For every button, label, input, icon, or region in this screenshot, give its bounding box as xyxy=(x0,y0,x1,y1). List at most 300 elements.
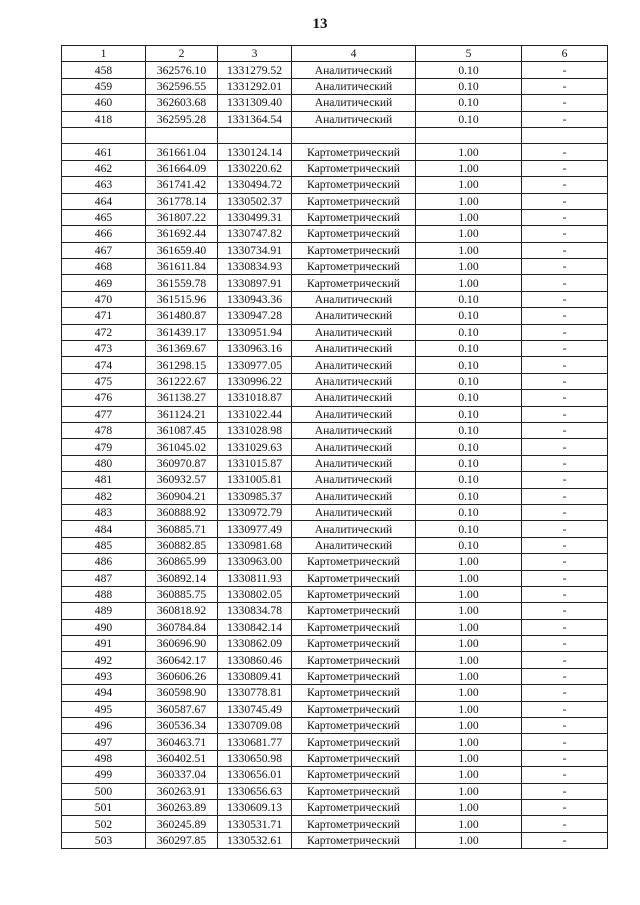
table-row xyxy=(62,455,608,471)
cell-accuracy: 1.00 xyxy=(416,685,522,701)
cell-accuracy: 0.10 xyxy=(416,504,522,520)
cell-x-coordinate xyxy=(146,127,218,143)
cell-y-coordinate: 1330811.93 xyxy=(218,570,292,586)
cell-y-coordinate: 1330650.98 xyxy=(218,750,292,766)
cell-accuracy: 0.10 xyxy=(416,472,522,488)
cell-note: - xyxy=(522,537,608,553)
cell-method: Аналитический xyxy=(292,439,416,455)
cell-accuracy: 1.00 xyxy=(416,668,522,684)
cell-x-coordinate: 361298.15 xyxy=(146,357,218,373)
cell-y-coordinate: 1330943.36 xyxy=(218,291,292,307)
cell-x-coordinate: 361741.42 xyxy=(146,177,218,193)
cell-note: - xyxy=(522,570,608,586)
cell-note: - xyxy=(522,439,608,455)
cell-x-coordinate: 360263.89 xyxy=(146,799,218,815)
cell-y-coordinate: 1331005.81 xyxy=(218,472,292,488)
cell-note: - xyxy=(522,111,608,127)
cell-note: - xyxy=(522,767,608,783)
cell-method: Картометрический xyxy=(292,603,416,619)
cell-accuracy: 1.00 xyxy=(416,832,522,848)
cell-accuracy: 1.00 xyxy=(416,603,522,619)
cell-point-number: 464 xyxy=(62,193,146,209)
cell-note: - xyxy=(522,177,608,193)
cell-note: - xyxy=(522,259,608,275)
cell-note: - xyxy=(522,226,608,242)
cell-method: Картометрический xyxy=(292,275,416,291)
cell-note: - xyxy=(522,357,608,373)
cell-x-coordinate: 360932.57 xyxy=(146,472,218,488)
cell-point-number: 458 xyxy=(62,62,146,78)
cell-y-coordinate: 1330977.05 xyxy=(218,357,292,373)
cell-point-number: 484 xyxy=(62,521,146,537)
cell-point-number: 461 xyxy=(62,144,146,160)
cell-note: - xyxy=(522,455,608,471)
table-row xyxy=(62,357,608,373)
cell-x-coordinate: 360888.92 xyxy=(146,504,218,520)
cell-point-number: 498 xyxy=(62,750,146,766)
cell-x-coordinate: 360818.92 xyxy=(146,603,218,619)
table-body xyxy=(62,62,608,849)
cell-point-number: 476 xyxy=(62,390,146,406)
cell-method: Картометрический xyxy=(292,750,416,766)
table-row xyxy=(62,193,608,209)
cell-point-number: 472 xyxy=(62,324,146,340)
column-header-2: 2 xyxy=(146,46,218,62)
cell-method: Картометрический xyxy=(292,734,416,750)
table-row xyxy=(62,406,608,422)
cell-method: Картометрический xyxy=(292,701,416,717)
cell-method: Картометрический xyxy=(292,209,416,225)
cell-x-coordinate: 361807.22 xyxy=(146,209,218,225)
table-row xyxy=(62,226,608,242)
cell-y-coordinate: 1330494.72 xyxy=(218,177,292,193)
cell-method: Картометрический xyxy=(292,242,416,258)
cell-accuracy: 0.10 xyxy=(416,488,522,504)
table-row xyxy=(62,521,608,537)
cell-note: - xyxy=(522,324,608,340)
cell-accuracy: 1.00 xyxy=(416,275,522,291)
cell-note: - xyxy=(522,816,608,832)
cell-y-coordinate: 1331018.87 xyxy=(218,390,292,406)
cell-method: Картометрический xyxy=(292,177,416,193)
cell-accuracy: 0.10 xyxy=(416,111,522,127)
table-row xyxy=(62,275,608,291)
cell-x-coordinate: 362596.55 xyxy=(146,78,218,94)
cell-method: Картометрический xyxy=(292,668,416,684)
cell-y-coordinate xyxy=(218,127,292,143)
cell-accuracy: 0.10 xyxy=(416,537,522,553)
cell-note: - xyxy=(522,799,608,815)
table-row xyxy=(62,144,608,160)
cell-y-coordinate: 1330747.82 xyxy=(218,226,292,242)
cell-y-coordinate: 1331029.63 xyxy=(218,439,292,455)
cell-y-coordinate: 1330981.68 xyxy=(218,537,292,553)
cell-y-coordinate: 1331292.01 xyxy=(218,78,292,94)
cell-x-coordinate: 362603.68 xyxy=(146,95,218,111)
table-row xyxy=(62,554,608,570)
table-row xyxy=(62,324,608,340)
cell-x-coordinate: 360904.21 xyxy=(146,488,218,504)
cell-note: - xyxy=(522,603,608,619)
cell-x-coordinate: 360587.67 xyxy=(146,701,218,717)
cell-accuracy: 1.00 xyxy=(416,750,522,766)
cell-method: Аналитический xyxy=(292,488,416,504)
table-row xyxy=(62,816,608,832)
cell-method: Аналитический xyxy=(292,504,416,520)
column-header-1: 1 xyxy=(62,46,146,62)
cell-accuracy: 1.00 xyxy=(416,586,522,602)
cell-accuracy: 1.00 xyxy=(416,160,522,176)
cell-x-coordinate: 360784.84 xyxy=(146,619,218,635)
cell-note: - xyxy=(522,668,608,684)
cell-method: Картометрический xyxy=(292,799,416,815)
cell-accuracy: 1.00 xyxy=(416,242,522,258)
cell-y-coordinate: 1330124.14 xyxy=(218,144,292,160)
cell-point-number: 496 xyxy=(62,718,146,734)
cell-x-coordinate: 361664.09 xyxy=(146,160,218,176)
cell-note: - xyxy=(522,488,608,504)
cell-point-number: 473 xyxy=(62,341,146,357)
cell-point-number: 499 xyxy=(62,767,146,783)
cell-note: - xyxy=(522,504,608,520)
cell-point-number: 503 xyxy=(62,832,146,848)
cell-y-coordinate: 1330656.01 xyxy=(218,767,292,783)
table-row xyxy=(62,570,608,586)
cell-accuracy: 1.00 xyxy=(416,636,522,652)
cell-point-number: 494 xyxy=(62,685,146,701)
cell-accuracy: 0.10 xyxy=(416,373,522,389)
cell-note: - xyxy=(522,160,608,176)
cell-x-coordinate: 360642.17 xyxy=(146,652,218,668)
cell-point-number: 490 xyxy=(62,619,146,635)
cell-point-number: 466 xyxy=(62,226,146,242)
cell-point-number: 477 xyxy=(62,406,146,422)
cell-method: Картометрический xyxy=(292,144,416,160)
cell-accuracy: 0.10 xyxy=(416,341,522,357)
cell-note: - xyxy=(522,619,608,635)
cell-note xyxy=(522,127,608,143)
cell-note: - xyxy=(522,472,608,488)
cell-accuracy: 1.00 xyxy=(416,177,522,193)
cell-x-coordinate: 361659.40 xyxy=(146,242,218,258)
cell-x-coordinate: 361692.44 xyxy=(146,226,218,242)
cell-point-number: 459 xyxy=(62,78,146,94)
cell-method: Аналитический xyxy=(292,422,416,438)
cell-point-number: 501 xyxy=(62,799,146,815)
cell-x-coordinate: 360865.99 xyxy=(146,554,218,570)
page-number: 13 xyxy=(312,16,328,32)
cell-note: - xyxy=(522,832,608,848)
cell-x-coordinate: 361124.21 xyxy=(146,406,218,422)
cell-method xyxy=(292,127,416,143)
table-row xyxy=(62,619,608,635)
cell-point-number: 463 xyxy=(62,177,146,193)
table-row xyxy=(62,718,608,734)
column-header-3: 3 xyxy=(218,46,292,62)
table-row xyxy=(62,652,608,668)
cell-y-coordinate: 1330842.14 xyxy=(218,619,292,635)
cell-note: - xyxy=(522,308,608,324)
cell-y-coordinate: 1330951.94 xyxy=(218,324,292,340)
table-row xyxy=(62,209,608,225)
cell-note: - xyxy=(522,95,608,111)
table-row xyxy=(62,78,608,94)
cell-accuracy: 0.10 xyxy=(416,521,522,537)
cell-accuracy: 0.10 xyxy=(416,439,522,455)
cell-method: Аналитический xyxy=(292,537,416,553)
cell-point-number: 483 xyxy=(62,504,146,520)
cell-y-coordinate: 1330985.37 xyxy=(218,488,292,504)
cell-y-coordinate: 1330745.49 xyxy=(218,701,292,717)
cell-point-number: 497 xyxy=(62,734,146,750)
table-header xyxy=(62,46,608,62)
cell-x-coordinate: 361045.02 xyxy=(146,439,218,455)
cell-x-coordinate: 362595.28 xyxy=(146,111,218,127)
cell-x-coordinate: 360598.90 xyxy=(146,685,218,701)
cell-note: - xyxy=(522,521,608,537)
cell-method: Картометрический xyxy=(292,685,416,701)
cell-accuracy: 1.00 xyxy=(416,718,522,734)
cell-accuracy: 1.00 xyxy=(416,816,522,832)
cell-y-coordinate: 1330862.09 xyxy=(218,636,292,652)
table-row xyxy=(62,111,608,127)
cell-point-number: 469 xyxy=(62,275,146,291)
cell-method: Аналитический xyxy=(292,324,416,340)
table-row xyxy=(62,62,608,78)
cell-note: - xyxy=(522,275,608,291)
cell-y-coordinate: 1331022.44 xyxy=(218,406,292,422)
cell-note: - xyxy=(522,586,608,602)
table-row xyxy=(62,701,608,717)
cell-note: - xyxy=(522,750,608,766)
cell-accuracy: 1.00 xyxy=(416,619,522,635)
cell-note: - xyxy=(522,62,608,78)
table-row xyxy=(62,472,608,488)
cell-y-coordinate: 1330502.37 xyxy=(218,193,292,209)
header-row xyxy=(62,46,608,62)
cell-y-coordinate: 1330532.61 xyxy=(218,832,292,848)
cell-method: Картометрический xyxy=(292,259,416,275)
cell-point-number: 500 xyxy=(62,783,146,799)
cell-note: - xyxy=(522,373,608,389)
table-row xyxy=(62,488,608,504)
column-header-6: 6 xyxy=(522,46,608,62)
cell-accuracy: 0.10 xyxy=(416,390,522,406)
cell-point-number: 487 xyxy=(62,570,146,586)
cell-accuracy: 1.00 xyxy=(416,144,522,160)
column-header-4: 4 xyxy=(292,46,416,62)
cell-point-number: 489 xyxy=(62,603,146,619)
table-row xyxy=(62,668,608,684)
cell-method: Аналитический xyxy=(292,95,416,111)
cell-y-coordinate: 1330947.28 xyxy=(218,308,292,324)
table-row xyxy=(62,586,608,602)
cell-method: Картометрический xyxy=(292,554,416,570)
cell-method: Аналитический xyxy=(292,357,416,373)
cell-x-coordinate: 361559.78 xyxy=(146,275,218,291)
cell-y-coordinate: 1330834.78 xyxy=(218,603,292,619)
cell-point-number: 486 xyxy=(62,554,146,570)
cell-point-number: 482 xyxy=(62,488,146,504)
cell-accuracy: 0.10 xyxy=(416,308,522,324)
cell-y-coordinate: 1331279.52 xyxy=(218,62,292,78)
cell-point-number: 475 xyxy=(62,373,146,389)
cell-point-number: 467 xyxy=(62,242,146,258)
table-row xyxy=(62,636,608,652)
cell-point-number: 460 xyxy=(62,95,146,111)
cell-method: Аналитический xyxy=(292,472,416,488)
table-row xyxy=(62,439,608,455)
cell-method: Аналитический xyxy=(292,308,416,324)
cell-point-number: 470 xyxy=(62,291,146,307)
cell-point-number: 493 xyxy=(62,668,146,684)
cell-accuracy: 1.00 xyxy=(416,259,522,275)
cell-x-coordinate: 360337.04 xyxy=(146,767,218,783)
cell-y-coordinate: 1330778.81 xyxy=(218,685,292,701)
cell-point-number: 502 xyxy=(62,816,146,832)
cell-x-coordinate: 361439.17 xyxy=(146,324,218,340)
cell-y-coordinate: 1330977.49 xyxy=(218,521,292,537)
cell-x-coordinate: 360696.90 xyxy=(146,636,218,652)
cell-x-coordinate: 361515.96 xyxy=(146,291,218,307)
cell-accuracy: 0.10 xyxy=(416,95,522,111)
cell-y-coordinate: 1331015.87 xyxy=(218,455,292,471)
table-row xyxy=(62,767,608,783)
cell-point-number: 479 xyxy=(62,439,146,455)
cell-method: Картометрический xyxy=(292,160,416,176)
cell-x-coordinate: 361778.14 xyxy=(146,193,218,209)
cell-y-coordinate: 1330834.93 xyxy=(218,259,292,275)
table-row xyxy=(62,259,608,275)
table-row xyxy=(62,422,608,438)
cell-point-number xyxy=(62,127,146,143)
cell-point-number: 474 xyxy=(62,357,146,373)
cell-accuracy: 0.10 xyxy=(416,291,522,307)
cell-x-coordinate: 361087.45 xyxy=(146,422,218,438)
cell-point-number: 462 xyxy=(62,160,146,176)
cell-accuracy: 1.00 xyxy=(416,767,522,783)
cell-note: - xyxy=(522,783,608,799)
cell-y-coordinate: 1331309.40 xyxy=(218,95,292,111)
cell-accuracy: 1.00 xyxy=(416,209,522,225)
cell-note: - xyxy=(522,209,608,225)
table-row xyxy=(62,537,608,553)
cell-point-number: 478 xyxy=(62,422,146,438)
cell-method: Картометрический xyxy=(292,816,416,832)
cell-y-coordinate: 1330802.05 xyxy=(218,586,292,602)
cell-point-number: 471 xyxy=(62,308,146,324)
table-row xyxy=(62,603,608,619)
table-row xyxy=(62,160,608,176)
cell-y-coordinate: 1330681.77 xyxy=(218,734,292,750)
cell-method: Картометрический xyxy=(292,652,416,668)
cell-note: - xyxy=(522,193,608,209)
cell-note: - xyxy=(522,718,608,734)
cell-method: Аналитический xyxy=(292,521,416,537)
cell-method: Картометрический xyxy=(292,586,416,602)
cell-note: - xyxy=(522,242,608,258)
cell-x-coordinate: 361369.67 xyxy=(146,341,218,357)
cell-method: Аналитический xyxy=(292,406,416,422)
table-row xyxy=(62,242,608,258)
cell-method: Аналитический xyxy=(292,390,416,406)
cell-note: - xyxy=(522,406,608,422)
cell-y-coordinate: 1330972.79 xyxy=(218,504,292,520)
cell-x-coordinate: 360892.14 xyxy=(146,570,218,586)
cell-method: Аналитический xyxy=(292,455,416,471)
cell-method: Картометрический xyxy=(292,636,416,652)
cell-y-coordinate: 1330220.62 xyxy=(218,160,292,176)
cell-note: - xyxy=(522,422,608,438)
cell-point-number: 492 xyxy=(62,652,146,668)
cell-accuracy: 1.00 xyxy=(416,652,522,668)
cell-x-coordinate: 360882.85 xyxy=(146,537,218,553)
cell-accuracy: 0.10 xyxy=(416,357,522,373)
cell-y-coordinate: 1331364.54 xyxy=(218,111,292,127)
cell-note: - xyxy=(522,78,608,94)
cell-point-number: 468 xyxy=(62,259,146,275)
cell-accuracy: 0.10 xyxy=(416,62,522,78)
cell-y-coordinate: 1330963.16 xyxy=(218,341,292,357)
cell-x-coordinate: 360536.34 xyxy=(146,718,218,734)
cell-y-coordinate: 1330609.13 xyxy=(218,799,292,815)
cell-note: - xyxy=(522,554,608,570)
cell-x-coordinate: 360263.91 xyxy=(146,783,218,799)
cell-accuracy: 1.00 xyxy=(416,799,522,815)
cell-y-coordinate: 1330809.41 xyxy=(218,668,292,684)
cell-x-coordinate: 360402.51 xyxy=(146,750,218,766)
cell-method: Аналитический xyxy=(292,78,416,94)
cell-accuracy: 1.00 xyxy=(416,570,522,586)
cell-note: - xyxy=(522,734,608,750)
cell-y-coordinate: 1330531.71 xyxy=(218,816,292,832)
cell-y-coordinate: 1330996.22 xyxy=(218,373,292,389)
cell-method: Картометрический xyxy=(292,226,416,242)
cell-accuracy xyxy=(416,127,522,143)
cell-y-coordinate: 1330734.91 xyxy=(218,242,292,258)
cell-point-number: 485 xyxy=(62,537,146,553)
table-row xyxy=(62,685,608,701)
cell-accuracy: 1.00 xyxy=(416,554,522,570)
table-row xyxy=(62,390,608,406)
cell-y-coordinate: 1330656.63 xyxy=(218,783,292,799)
cell-point-number: 481 xyxy=(62,472,146,488)
cell-y-coordinate: 1330499.31 xyxy=(218,209,292,225)
cell-method: Аналитический xyxy=(292,111,416,127)
cell-x-coordinate: 360606.26 xyxy=(146,668,218,684)
table-row xyxy=(62,95,608,111)
cell-x-coordinate: 361222.67 xyxy=(146,373,218,389)
cell-point-number: 480 xyxy=(62,455,146,471)
cell-x-coordinate: 361611.84 xyxy=(146,259,218,275)
cell-y-coordinate: 1330963.00 xyxy=(218,554,292,570)
cell-accuracy: 1.00 xyxy=(416,193,522,209)
cell-note: - xyxy=(522,636,608,652)
table-row xyxy=(62,373,608,389)
cell-accuracy: 0.10 xyxy=(416,455,522,471)
cell-point-number: 491 xyxy=(62,636,146,652)
cell-method: Картометрический xyxy=(292,832,416,848)
cell-x-coordinate: 360970.87 xyxy=(146,455,218,471)
column-header-5: 5 xyxy=(416,46,522,62)
cell-accuracy: 1.00 xyxy=(416,783,522,799)
cell-note: - xyxy=(522,341,608,357)
cell-point-number: 495 xyxy=(62,701,146,717)
cell-x-coordinate: 360885.71 xyxy=(146,521,218,537)
cell-method: Аналитический xyxy=(292,291,416,307)
cell-point-number: 418 xyxy=(62,111,146,127)
cell-accuracy: 0.10 xyxy=(416,324,522,340)
